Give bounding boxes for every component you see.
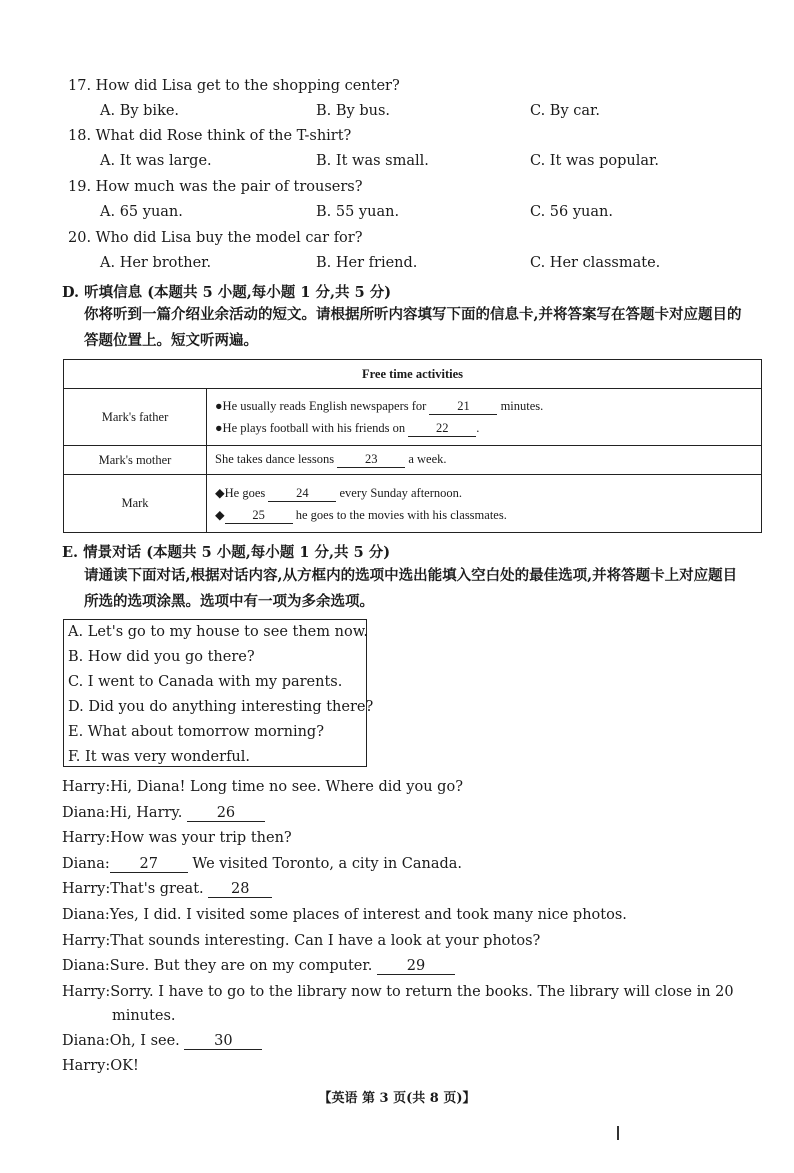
row-label-mark: Mark bbox=[64, 475, 207, 533]
mother-post: a week. bbox=[408, 452, 447, 466]
question-19-options bbox=[100, 204, 720, 224]
blank-23[interactable]: 23 bbox=[337, 452, 405, 468]
option-17-b[interactable]: B. By bus. bbox=[316, 103, 391, 119]
question-17-options bbox=[100, 103, 720, 123]
dialogue-line bbox=[62, 856, 462, 873]
blank-26[interactable]: 26 bbox=[187, 806, 265, 822]
mark-activities bbox=[207, 475, 762, 533]
blank-29[interactable]: 29 bbox=[377, 959, 455, 975]
question-20: 20. Who did Lisa buy the model car for? bbox=[68, 230, 363, 246]
section-d-instruction: 你将听到一篇介绍业余活动的短文。请根据所听内容填写下面的信息卡,并将答案写在答题卡对应题目的答题位置上。短文听两遍。 bbox=[84, 306, 742, 349]
section-e-instruction: 请通读下面对话,根据对话内容,从方框内的选项中选出能填入空白处的最佳选项,并将答题卡上对应题目所选的选项涂黑。选项中有一项为多余选项。 bbox=[84, 567, 738, 610]
speaker-label: Diana: bbox=[62, 805, 110, 821]
speaker-label: Harry: bbox=[62, 933, 111, 949]
speaker-label: Harry: bbox=[62, 1058, 111, 1074]
blank-22[interactable]: 22 bbox=[408, 421, 476, 437]
section-d-title: D. 听填信息 (本题共 5 小题,每小题 1 分,共 5 分) bbox=[62, 284, 392, 301]
option-19-b[interactable]: B. 55 yuan. bbox=[316, 204, 400, 220]
dialogue-line bbox=[62, 907, 627, 923]
question-17: 17. How did Lisa get to the shopping center? bbox=[68, 78, 400, 94]
dialogue-text: Sure. But they are on my computer. bbox=[109, 958, 377, 974]
mark-line1-post: every Sunday afternoon. bbox=[339, 485, 463, 500]
dialogue-text: Yes, I did. I visited some places of interest and took many nice photos. bbox=[109, 907, 627, 923]
blank-27[interactable]: 27 bbox=[110, 857, 188, 873]
mother-text: She takes dance lessons bbox=[215, 452, 335, 466]
blank-28[interactable]: 28 bbox=[208, 882, 272, 898]
dialogue-option-d[interactable]: D. Did you do anything interesting there? bbox=[68, 699, 374, 715]
section-e-title: E. 情景对话 (本题共 5 小题,每小题 1 分,共 5 分) bbox=[62, 544, 391, 561]
question-18-options bbox=[100, 153, 720, 173]
dialogue-text: minutes. bbox=[112, 1008, 176, 1024]
blank-25[interactable]: 25 bbox=[225, 508, 293, 524]
dialogue-line bbox=[62, 1033, 262, 1050]
option-18-b[interactable]: B. It was small. bbox=[316, 153, 429, 169]
speaker-label: Harry: bbox=[62, 830, 111, 846]
mark-line2-post: he goes to the movies with his classmates. bbox=[295, 507, 507, 522]
speaker-label: Harry: bbox=[62, 984, 111, 1000]
dialogue-line bbox=[62, 1058, 139, 1074]
speaker-label: Diana: bbox=[62, 1033, 110, 1049]
dialogue-line bbox=[62, 805, 265, 822]
dialogue-option-a[interactable]: A. Let's go to my house to see them now. bbox=[68, 624, 368, 640]
row-label-mother: Mark's mother bbox=[64, 446, 207, 475]
dialogue-line bbox=[62, 984, 734, 1000]
blank-21[interactable]: 21 bbox=[429, 399, 497, 415]
dialogue-text: Oh, I see. bbox=[109, 1033, 185, 1049]
dialogue-text: Hi, Diana! Long time no see. Where did you go? bbox=[110, 779, 463, 795]
dialogue-options-box bbox=[63, 619, 374, 767]
dialogue-text: We visited Toronto, a city in Canada. bbox=[187, 856, 463, 872]
table-heading: Free time activities bbox=[64, 360, 762, 389]
question-18: 18. What did Rose think of the T-shirt? bbox=[68, 128, 352, 144]
free-time-activities-table bbox=[63, 359, 762, 533]
option-17-a[interactable]: A. By bike. bbox=[100, 103, 180, 119]
speaker-label: Diana: bbox=[62, 907, 110, 923]
option-20-c[interactable]: C. Her classmate. bbox=[530, 255, 661, 271]
dialogue-option-f[interactable]: F. It was very wonderful. bbox=[68, 749, 251, 765]
speaker-label: Diana: bbox=[62, 958, 110, 974]
speaker-label: Harry: bbox=[62, 881, 111, 897]
dialogue-line bbox=[62, 881, 272, 898]
dialogue-option-b[interactable]: B. How did you go there? bbox=[68, 649, 255, 665]
option-19-a[interactable]: A. 65 yuan. bbox=[100, 204, 183, 220]
dialogue-option-c[interactable]: C. I went to Canada with my parents. bbox=[68, 674, 343, 690]
father-line2-text: ●He plays football with his friends on bbox=[215, 421, 406, 435]
option-17-c[interactable]: C. By car. bbox=[530, 103, 600, 119]
scan-mark bbox=[617, 1126, 619, 1140]
speaker-label: Harry: bbox=[62, 779, 111, 795]
mother-activities bbox=[207, 446, 762, 475]
speaker-label: Diana: bbox=[62, 856, 110, 872]
blank-30[interactable]: 30 bbox=[184, 1034, 262, 1050]
father-line1-text: ●He usually reads English newspapers for bbox=[215, 399, 427, 413]
dialogue-line bbox=[62, 830, 292, 846]
father-line1-post: minutes. bbox=[500, 399, 544, 413]
dialogue-text: Hi, Harry. bbox=[109, 805, 187, 821]
blank-24[interactable]: 24 bbox=[268, 486, 336, 502]
father-line2-post: . bbox=[476, 421, 480, 435]
dialogue-line bbox=[62, 933, 540, 949]
row-label-father: Mark's father bbox=[64, 389, 207, 446]
dialogue-line bbox=[62, 779, 463, 795]
mark-line2-text: ◆ bbox=[215, 507, 225, 522]
dialogue-text: That's great. bbox=[110, 881, 209, 897]
option-19-c[interactable]: C. 56 yuan. bbox=[530, 204, 613, 220]
option-20-a[interactable]: A. Her brother. bbox=[100, 255, 212, 271]
dialogue-text: How was your trip then? bbox=[110, 830, 292, 846]
dialogue-option-e[interactable]: E. What about tomorrow morning? bbox=[68, 724, 324, 740]
dialogue-line bbox=[62, 958, 455, 975]
page-footer: 【英语 第 3 页(共 8 页)】 bbox=[318, 1091, 476, 1106]
dialogue-text: That sounds interesting. Can I have a look at your photos? bbox=[110, 933, 541, 949]
option-20-b[interactable]: B. Her friend. bbox=[316, 255, 418, 271]
dialogue-text: Sorry. I have to go to the library now to return the books. The library will close in 20 bbox=[110, 984, 734, 1000]
father-activities bbox=[207, 389, 762, 446]
question-19: 19. How much was the pair of trousers? bbox=[68, 179, 363, 195]
dialogue-line-continuation bbox=[112, 1008, 176, 1024]
question-20-options bbox=[100, 255, 720, 275]
mark-line1-text: ◆He goes bbox=[215, 485, 266, 500]
option-18-a[interactable]: A. It was large. bbox=[100, 153, 212, 169]
dialogue-text: OK! bbox=[110, 1058, 139, 1074]
option-18-c[interactable]: C. It was popular. bbox=[530, 153, 659, 169]
